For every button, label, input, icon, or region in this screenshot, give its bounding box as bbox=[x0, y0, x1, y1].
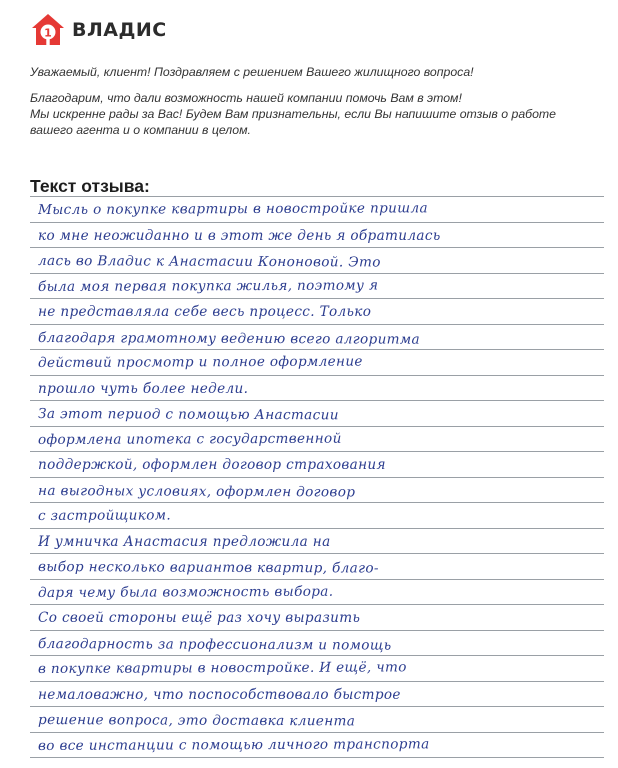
house-key-icon bbox=[30, 12, 66, 48]
review-sheet bbox=[30, 190, 604, 760]
handwritten-line: выбор несколько вариантов квартир, благо- bbox=[38, 559, 379, 577]
handwritten-line: прошло чуть более недели. bbox=[38, 380, 249, 397]
svg-text:1: 1 bbox=[44, 26, 52, 40]
ruled-line bbox=[30, 502, 604, 503]
handwritten-line: действий просмотр и полное оформление bbox=[37, 353, 363, 371]
intro-text bbox=[30, 64, 600, 148]
ruled-line bbox=[30, 451, 604, 452]
ruled-line bbox=[30, 273, 604, 274]
thanks-text: Благодарим, что дали возможность нашей компании помочь Вам в этом! bbox=[30, 91, 462, 105]
request-text: Мы искренне рады за Вас! Будем Вам признательны, если Вы напишите отзыв о работе вашего агента и о компании в целом. bbox=[30, 107, 557, 137]
ruled-line bbox=[30, 324, 604, 325]
ruled-line bbox=[30, 681, 604, 682]
brand-name[interactable]: ВЛАДИС bbox=[72, 19, 167, 41]
ruled-line bbox=[30, 426, 604, 427]
handwritten-line: За этот период с помощью Анастасии bbox=[38, 406, 339, 424]
ruled-line bbox=[30, 655, 604, 656]
handwritten-line: в покупке квартиры в новостройке. И ещё, что bbox=[37, 659, 407, 677]
ruled-line bbox=[30, 732, 604, 733]
greeting: Уважаемый, клиент! Поздравляем с решением Вашего жилищного вопроса! bbox=[30, 65, 474, 79]
review-title: Текст отзыва: bbox=[30, 176, 150, 196]
handwritten-line: была моя первая покупка жилья, поэтому я bbox=[37, 277, 379, 295]
ruled-line bbox=[30, 247, 604, 248]
thanks-line bbox=[30, 90, 600, 138]
handwritten-line: с застройщиком. bbox=[37, 507, 172, 524]
ruled-line bbox=[30, 706, 604, 707]
ruled-line bbox=[30, 349, 604, 350]
ruled-line bbox=[30, 579, 604, 580]
handwritten-line: немаловажно, что поспособствовало быстрое bbox=[38, 686, 401, 703]
handwritten-line: поддержкой, оформлен договор страхования bbox=[38, 457, 386, 473]
handwritten-line: ко мне неожиданно и в этот же день я обратилась bbox=[38, 227, 441, 244]
handwritten-line: Мысль о покупке квартиры в новостройке пришла bbox=[37, 200, 428, 218]
handwritten-line: И умничка Анастасия предложила на bbox=[38, 533, 331, 550]
handwritten-line: на выгодных условиях, оформлен договор bbox=[38, 482, 356, 500]
handwritten-line: решение вопроса, это доставка клиента bbox=[38, 712, 356, 730]
ruled-line bbox=[30, 553, 604, 554]
handwritten-line: благодарность за профессионализм и помощь bbox=[38, 635, 392, 654]
ruled-line bbox=[30, 477, 604, 478]
handwritten-line: благодаря грамотному ведению всего алгоритма bbox=[38, 329, 421, 348]
ruled-line bbox=[30, 400, 604, 401]
handwritten-line: лась во Владис к Анастасии Кононовой. Это bbox=[38, 253, 381, 271]
handwritten-line: даря чему была возможность выбора. bbox=[37, 583, 334, 601]
ruled-line bbox=[30, 196, 604, 197]
handwritten-line: не представляла себе весь процесс. Только bbox=[38, 304, 372, 320]
ruled-line bbox=[30, 298, 604, 299]
ruled-line bbox=[30, 630, 604, 631]
ruled-line bbox=[30, 222, 604, 223]
handwritten-line: оформлена ипотека с государственной bbox=[37, 430, 342, 448]
ruled-line bbox=[30, 375, 604, 376]
handwritten-line: Со своей стороны ещё раз хочу выразить bbox=[38, 610, 361, 626]
header bbox=[30, 12, 167, 48]
handwritten-line: во все инстанции с помощью личного транспорта bbox=[37, 735, 430, 754]
ruled-line bbox=[30, 604, 604, 605]
ruled-line bbox=[30, 528, 604, 529]
ruled-line bbox=[30, 757, 604, 758]
